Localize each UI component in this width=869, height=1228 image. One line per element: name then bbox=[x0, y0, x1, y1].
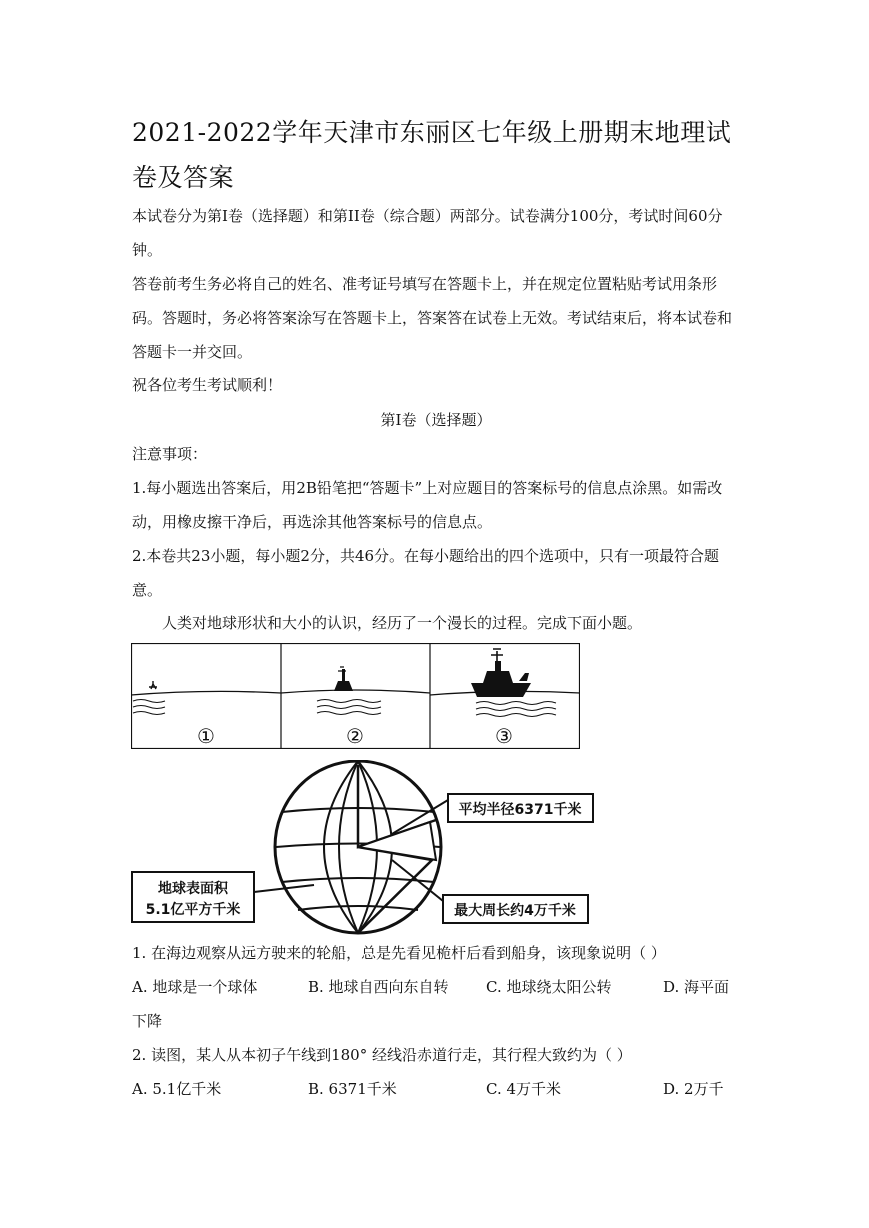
globe-drawing bbox=[254, 761, 448, 933]
radius-callout bbox=[448, 794, 593, 822]
surface-area-label-line2: 5.1亿平方千米 bbox=[145, 902, 241, 918]
surface-area-callout bbox=[132, 872, 254, 922]
wish-line: 祝各位考生考试顺利！ bbox=[132, 376, 283, 394]
surface-area-label-line1: 地球表面积 bbox=[158, 881, 228, 897]
question-1-stem: 1. 在海边观察从远方驶来的轮船，总是先看见桅杆后看到船身，该现象说明（ ） bbox=[132, 944, 666, 962]
ship-horizon-figure bbox=[131, 643, 580, 749]
document-title: 2021-2022学年天津市东丽区七年级上册期末地理试卷及答案 bbox=[132, 118, 732, 192]
notes-heading: 注意事项： bbox=[132, 445, 208, 463]
panel-label-2: ② bbox=[346, 724, 364, 748]
question-1-option-a: A. 地球是一个球体 bbox=[132, 978, 258, 996]
note-2: 2.本卷共23小题，每小题2分，共46分。在每小题给出的四个选项中，只有一项最符合题意。 bbox=[132, 547, 720, 599]
question-2-stem: 2. 读图，某人从本初子午线到180° 经线沿赤道行走，其行程大致约为（ ） bbox=[132, 1046, 632, 1064]
lead-paragraph: 人类对地球形状和大小的认识，经历了一个漫长的过程。完成下面小题。 bbox=[162, 614, 643, 632]
question-2-option-d: D. 2万千 bbox=[663, 1080, 724, 1098]
panel-3-full-ship bbox=[430, 649, 580, 717]
question-2-options bbox=[132, 1072, 740, 1106]
section-title: 第Ⅰ卷（选择题） bbox=[380, 411, 492, 429]
note-1: 1.每小题选出答案后，用2B铅笔把“答题卡”上对应题目的答案标号的信息点涂黑。如需改动，用橡皮擦干净后，再选涂其他答案标号的信息点。 bbox=[132, 479, 723, 531]
question-1-option-b: B. 地球自西向东自转 bbox=[308, 978, 449, 996]
circumference-callout bbox=[443, 895, 588, 923]
panel-label-3: ③ bbox=[495, 724, 513, 748]
intro-paragraph: 本试卷分为第Ⅰ卷（选择题）和第II卷（综合题）两部分。试卷满分100分，考试时间60分钟。 bbox=[132, 207, 723, 259]
question-2-option-b: B. 6371千米 bbox=[308, 1080, 397, 1098]
circumference-label: 最大周长约4万千米 bbox=[454, 903, 576, 919]
panel-2-ship-partial bbox=[281, 667, 430, 715]
question-2-option-a: A. 5.1亿千米 bbox=[132, 1080, 222, 1098]
question-1-options bbox=[132, 970, 740, 1004]
question-1-option-d: D. 海平面 bbox=[663, 978, 730, 996]
question-1-option-d-wrap: 下降 bbox=[132, 1012, 163, 1030]
question-2-option-c: C. 4万千米 bbox=[486, 1080, 562, 1098]
globe-figure bbox=[130, 760, 600, 935]
panel-1-distant-mast bbox=[131, 681, 281, 715]
panel-label-1: ① bbox=[197, 724, 215, 748]
instructions-paragraph: 答卷前考生务必将自己的姓名、准考证号填写在答题卡上，并在规定位置粘贴考试用条形码。答题时，务必将答案涂写在答题卡上，答案答在试卷上无效。考试结束后，将本试卷和答题卡一并交回。 bbox=[132, 275, 733, 361]
radius-label: 平均半径6371千米 bbox=[458, 802, 582, 818]
question-1-option-c: C. 地球绕太阳公转 bbox=[486, 978, 612, 996]
